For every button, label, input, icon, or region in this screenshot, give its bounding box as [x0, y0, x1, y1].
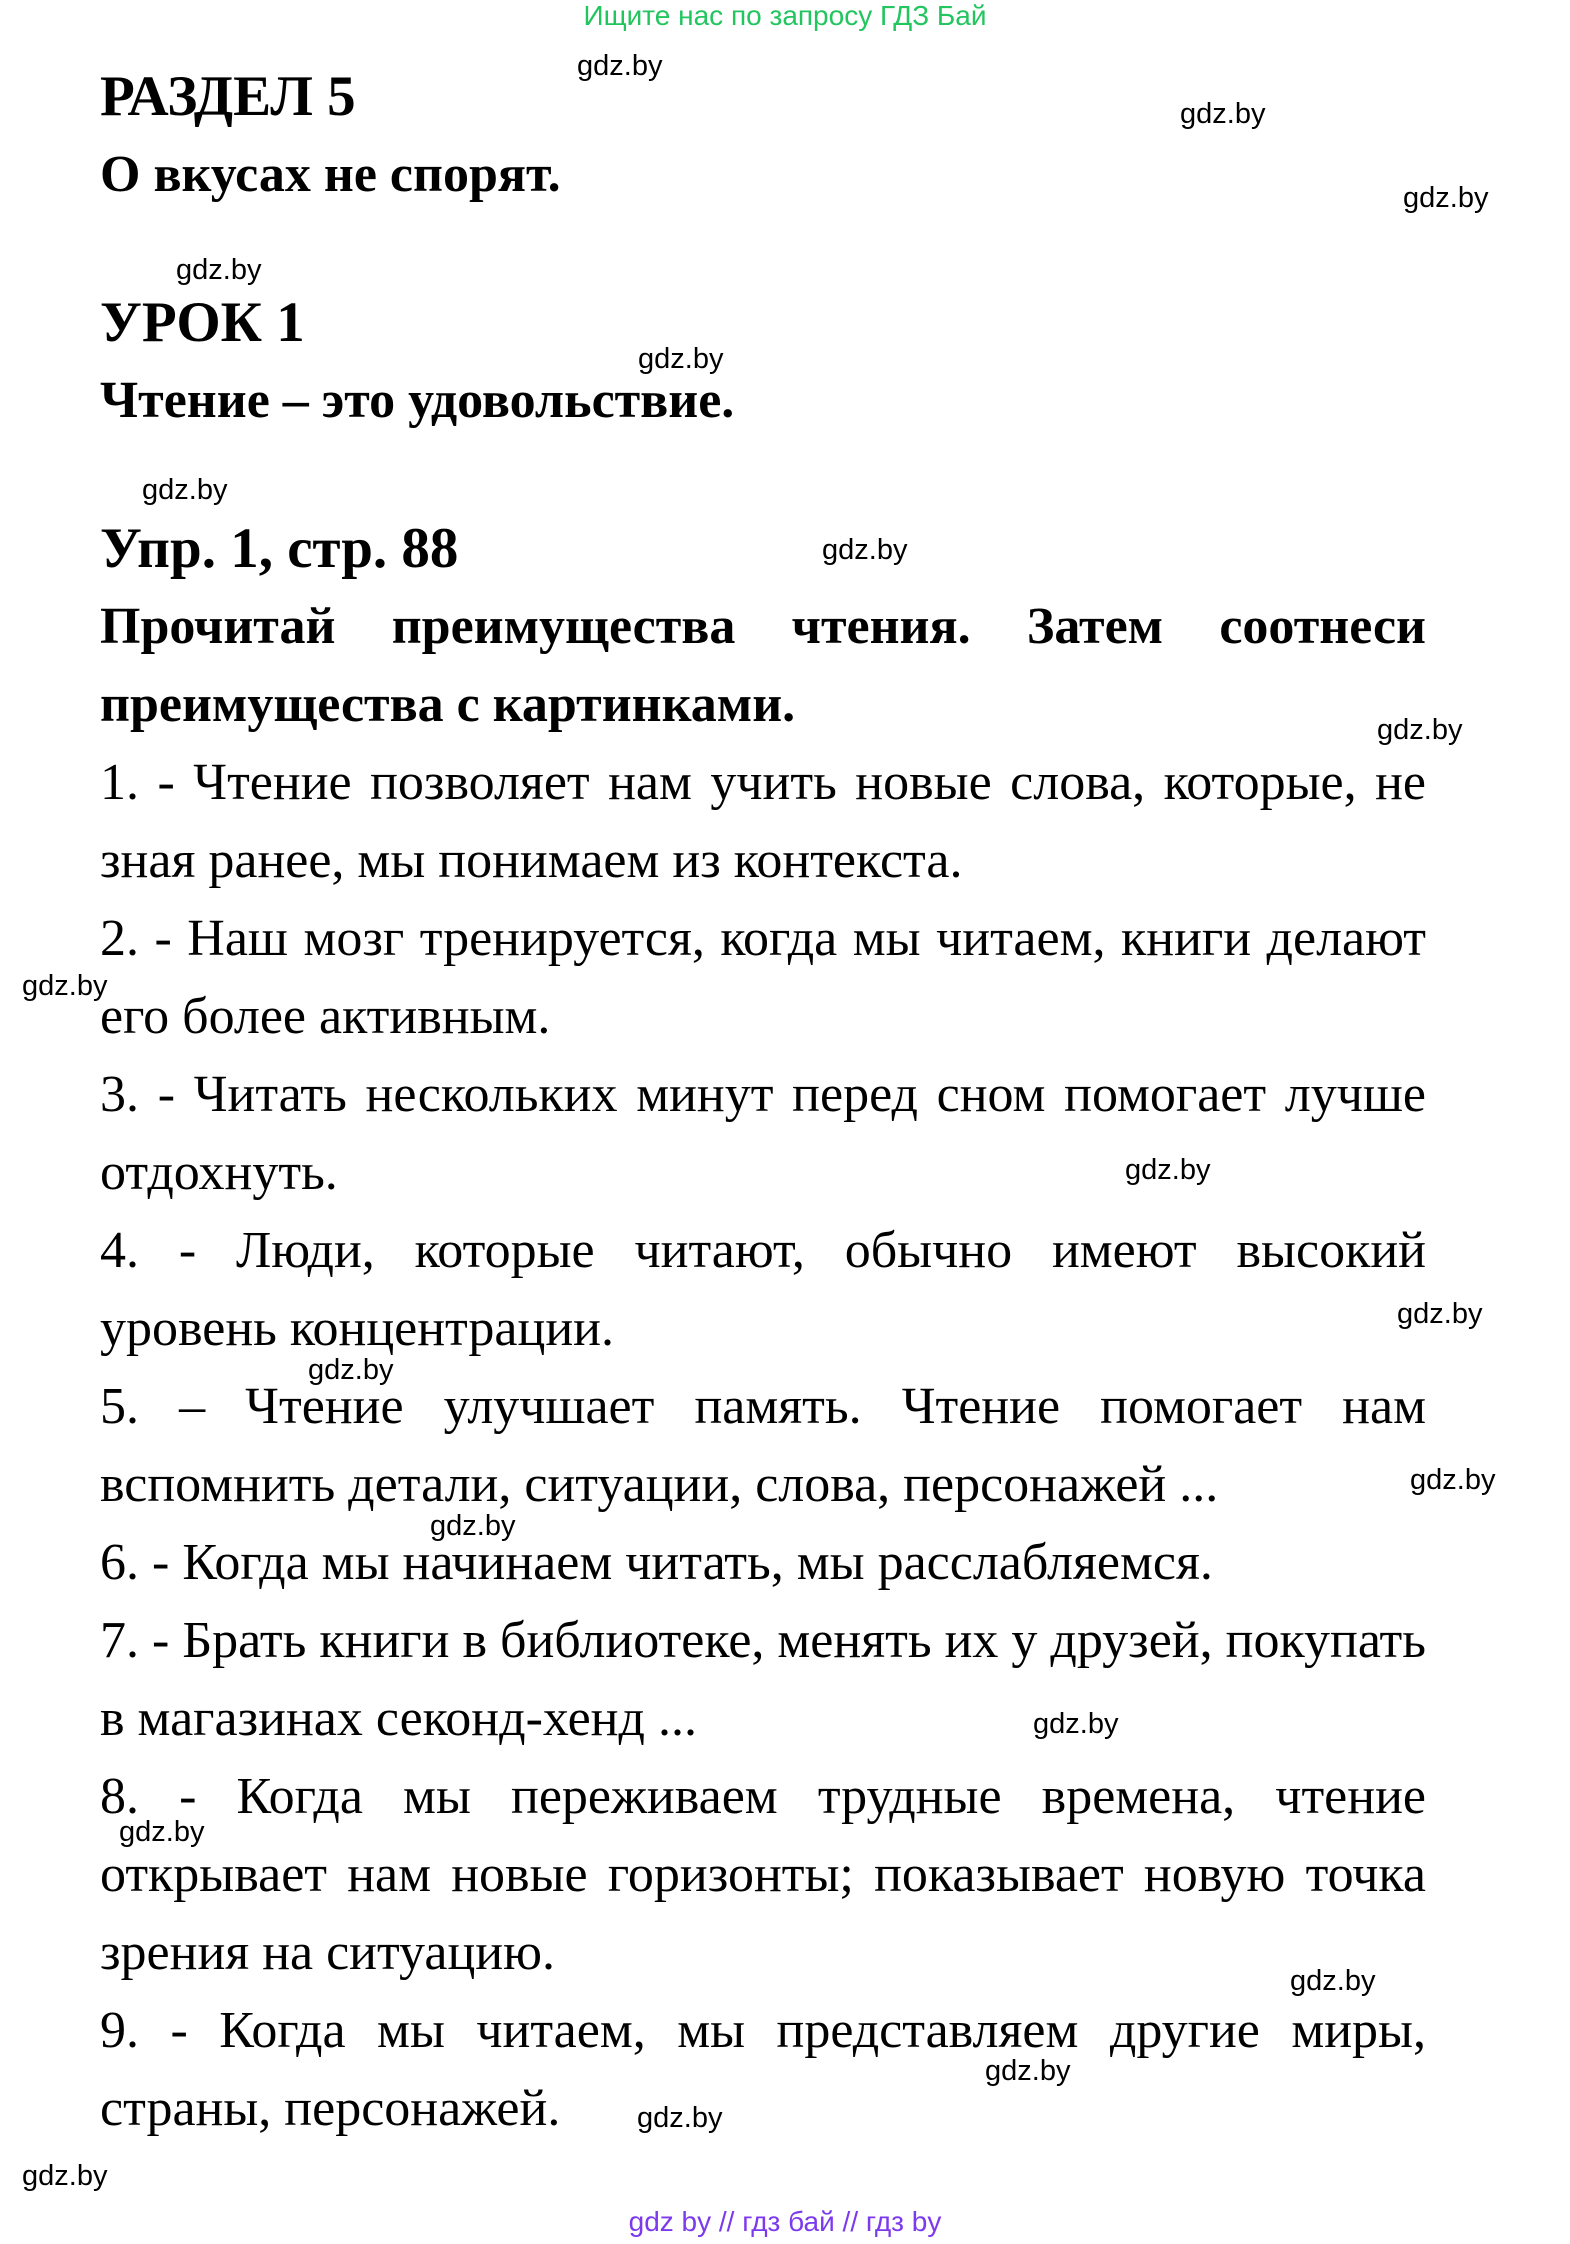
lesson-title: УРОК 1 [100, 291, 305, 354]
watermark: gdz.by [1403, 182, 1489, 214]
exercise-ref: Упр. 1, стр. 88 [100, 517, 459, 580]
list-item: 7. - Брать книги в библиотеке, менять их у друзей, покупать в магазинах секонд-хенд ... [100, 1612, 1426, 1747]
watermark: gdz.by [1033, 1708, 1119, 1740]
watermark: gdz.by [1180, 98, 1266, 130]
list-item: 6. - Когда мы начинаем читать, мы расслабляемся. [100, 1534, 1213, 1591]
section-title: РАЗДЕЛ 5 [100, 65, 356, 128]
watermark: gdz.by [22, 970, 108, 1002]
list-item: 3. - Читать нескольких минут перед сном помогает лучше отдохнуть. [100, 1066, 1426, 1201]
watermark: gdz.by [822, 534, 908, 566]
footer[interactable]: gdz by // гдз бай // гдз by [628, 2206, 942, 2237]
list-item: 9. - Когда мы читаем, мы представляем другие миры, страны, персонажей. [100, 2002, 1426, 2137]
list-item: 4. - Люди, которые читают, обычно имеют высокий уровень концентрации. [100, 1222, 1426, 1357]
watermark: gdz.by [1410, 1464, 1496, 1496]
watermark: gdz.by [22, 2160, 108, 2192]
list-item: 5. – Чтение улучшает память. Чтение помогает нам вспомнить детали, ситуации, слова, персонажей ... [100, 1378, 1426, 1513]
watermark: gdz.by [1125, 1154, 1211, 1186]
watermark: gdz.by [985, 2055, 1071, 2087]
list-item: 1. - Чтение позволяет нам учить новые слова, которые, не зная ранее, мы понимаем из контекста. [100, 754, 1426, 889]
document-body [100, 58, 1426, 2148]
watermark: gdz.by [1397, 1298, 1483, 1330]
exercise-task: Прочитай преимущества чтения. Затем соотнеси преимущества с картинками. [100, 598, 1426, 733]
watermark: gdz.by [430, 1510, 516, 1542]
watermark: gdz.by [176, 254, 262, 286]
section-subtitle: О вкусах не спорят. [100, 146, 561, 203]
watermark: gdz.by [577, 50, 663, 82]
watermark: gdz.by [308, 1354, 394, 1386]
watermark: gdz.by [119, 1816, 205, 1848]
watermark: gdz.by [142, 474, 228, 506]
watermark: gdz.by [638, 343, 724, 375]
list-item: 8. - Когда мы переживаем трудные времена, чтение открывает нам новые горизонты; показывает новую точка зрения на ситуацию. [100, 1768, 1426, 1981]
watermark: gdz.by [637, 2102, 723, 2134]
top-banner[interactable]: Ищите нас по запросу ГДЗ Бай [583, 0, 987, 31]
lesson-subtitle: Чтение – это удовольствие. [100, 372, 735, 429]
watermark: gdz.by [1290, 1965, 1376, 1997]
watermark: gdz.by [1377, 714, 1463, 746]
list-item: 2. - Наш мозг тренируется, когда мы читаем, книги делают его более активным. [100, 910, 1426, 1045]
